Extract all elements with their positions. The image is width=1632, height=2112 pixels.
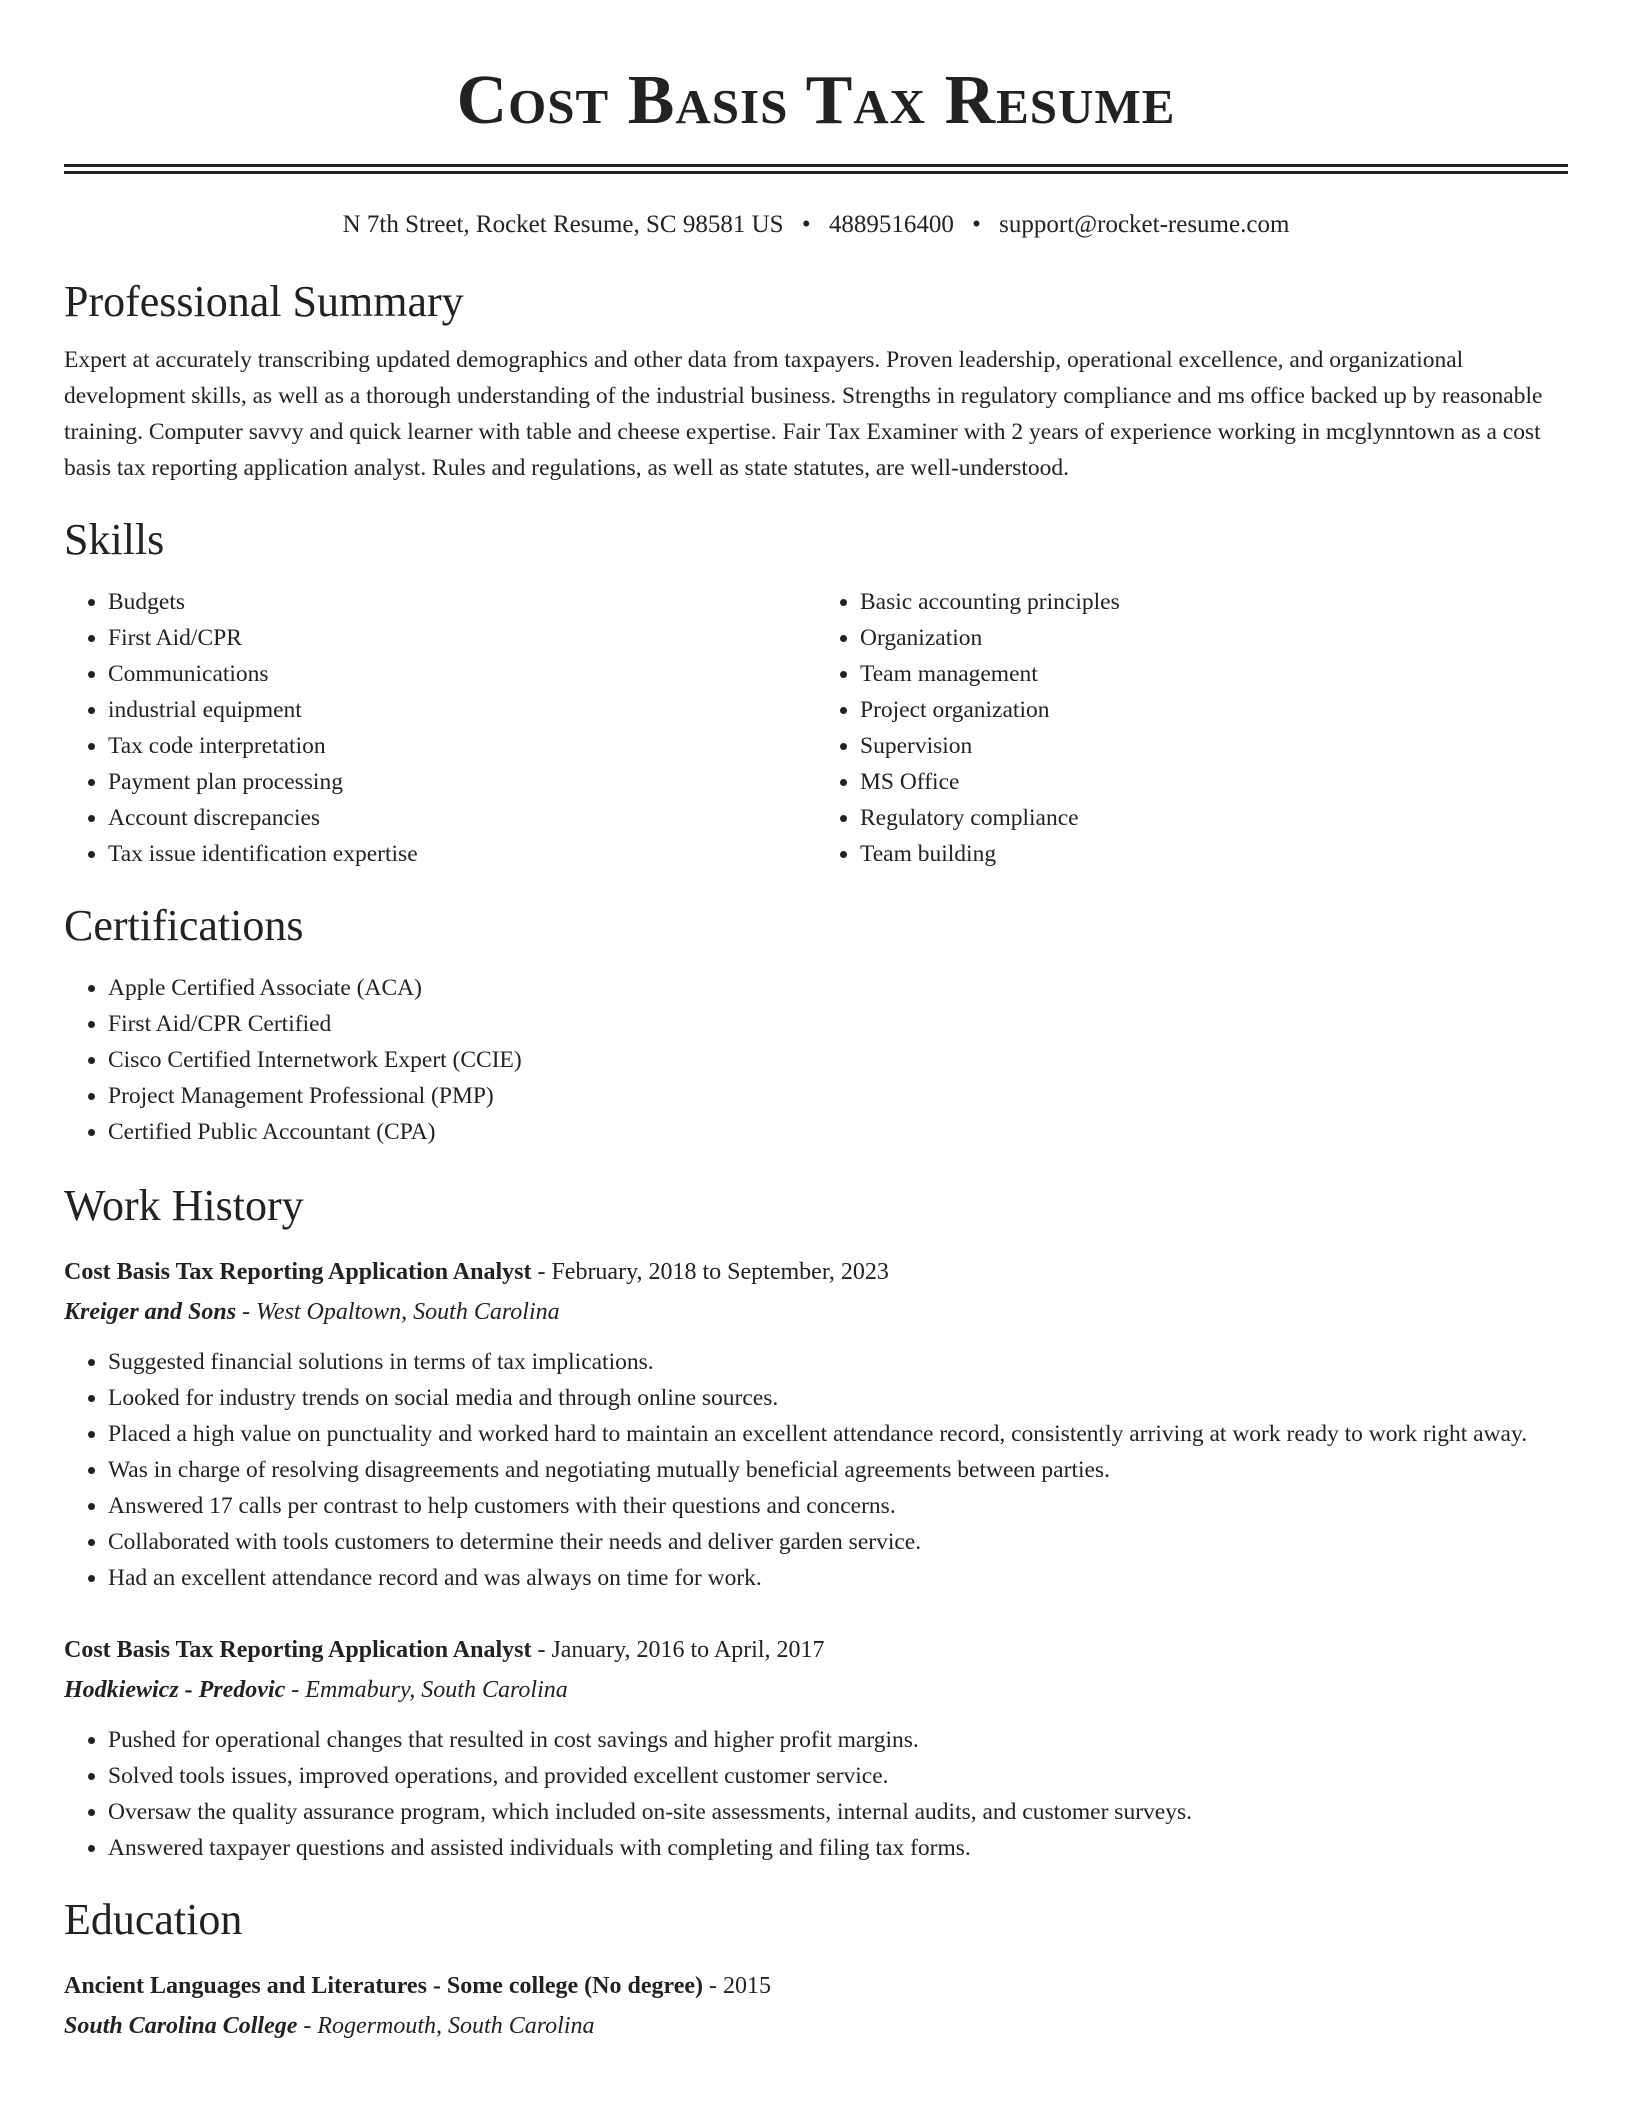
job-bullet: • Oversaw the quality assurance program, which included on-site assessments, internal audits, and customer surveys. (108, 1794, 1568, 1830)
job-bullet: • Placed a high value on punctuality and worked hard to maintain an excellent attendance record, consistently arriving at work ready to work right away. (108, 1416, 1568, 1452)
skill-item: • Team management (860, 656, 1568, 692)
work-history-section (64, 1178, 1568, 1866)
certification-item: • Project Management Professional (PMP) (108, 1078, 1568, 1114)
job-bullets (64, 1722, 1568, 1866)
education-location: Rogermouth, South Carolina (317, 2013, 595, 2039)
certification-item: • Certified Public Accountant (CPA) (108, 1114, 1568, 1150)
skills-section (64, 512, 1568, 872)
skills-list-right (816, 584, 1568, 872)
job-location: Emmabury, South Carolina (305, 1677, 568, 1703)
skills-list-left (64, 584, 816, 872)
job-bullet: • Had an excellent attendance record and was always on time for work. (108, 1560, 1568, 1596)
job-header (64, 1252, 1568, 1292)
skill-item: • First Aid/CPR (108, 620, 816, 656)
skills-heading: Skills (64, 515, 165, 564)
job-location: West Opaltown, South Carolina (256, 1299, 560, 1325)
education-section (64, 1892, 1568, 2046)
education-school: South Carolina College (64, 2013, 298, 2039)
contact-address: N 7th Street, Rocket Resume, SC 98581 US (342, 211, 784, 238)
summary-heading: Professional Summary (64, 277, 464, 326)
education-year: 2015 (723, 1973, 772, 1999)
contact-separator: • (801, 211, 811, 238)
certification-item: • Apple Certified Associate (ACA) (108, 970, 1568, 1006)
job-bullet: • Was in charge of resolving disagreements and negotiating mutually beneficial agreements between parties. (108, 1452, 1568, 1488)
skill-item: • Payment plan processing (108, 764, 816, 800)
skill-item: • Organization (860, 620, 1568, 656)
contact-line (64, 208, 1568, 242)
summary-text: Expert at accurately transcribing updated demographics and other data from taxpayers. Proven leadership, operational excellence, and organizational development skills, as well as a thorough understanding of the industrial business. Strengths in regulatory compliance and ms office backed up by reasonable training. Computer savvy and quick learner with table and cheese expertise. Fair Tax Examiner with 2 years of experience working in mcglynntown as a cost basis tax reporting application analyst. Rules and regulations, as well as state statutes, are well-understood. (64, 347, 1543, 481)
skill-item: • Supervision (860, 728, 1568, 764)
job-bullets (64, 1344, 1568, 1596)
skill-item: • Project organization (860, 692, 1568, 728)
job-bullet: • Answered taxpayer questions and assisted individuals with completing and filing tax forms. (108, 1830, 1568, 1866)
job-employer-line (64, 1292, 1568, 1332)
job-bullet: • Looked for industry trends on social media and through online sources. (108, 1380, 1568, 1416)
skill-item: • Basic accounting principles (860, 584, 1568, 620)
skills-columns (64, 584, 1568, 872)
work-history-heading: Work History (64, 1181, 304, 1230)
skill-item: • Budgets (108, 584, 816, 620)
job-bullet: • Answered 17 calls per contrast to help customers with their questions and concerns. (108, 1488, 1568, 1524)
job-bullet: • Solved tools issues, improved operations, and provided excellent customer service. (108, 1758, 1568, 1794)
job-position: Cost Basis Tax Reporting Application Analyst (64, 1259, 532, 1285)
job-dash: - (236, 1299, 257, 1325)
job-bullet: • Pushed for operational changes that resulted in cost savings and higher profit margins. (108, 1722, 1568, 1758)
skill-item: • industrial equipment (108, 692, 816, 728)
skill-item: • MS Office (860, 764, 1568, 800)
job-dash: - (531, 1259, 552, 1285)
job-bullet: • Suggested financial solutions in terms of tax implications. (108, 1344, 1568, 1380)
certifications-section (64, 898, 1568, 1150)
skill-item: • Team building (860, 836, 1568, 872)
skill-item: • Tax code interpretation (108, 728, 816, 764)
job-company: Kreiger and Sons (64, 1299, 237, 1325)
skill-item: • Communications (108, 656, 816, 692)
education-heading: Education (64, 1895, 243, 1944)
certifications-list (64, 970, 1568, 1150)
job-company: Hodkiewicz - Predovic (64, 1677, 286, 1703)
education-dash: - (297, 2013, 318, 2039)
contact-phone: 4889516400 (828, 211, 954, 238)
skill-item: • Regulatory compliance (860, 800, 1568, 836)
certifications-heading: Certifications (64, 901, 304, 950)
skill-item: • Tax issue identification expertise (108, 836, 816, 872)
job-entry (64, 1252, 1568, 1596)
certification-item: • Cisco Certified Internetwork Expert (CCIE) (108, 1042, 1568, 1078)
summary-section (64, 274, 1568, 486)
job-entry (64, 1630, 1568, 1866)
education-header (64, 1966, 1568, 2006)
resume-title: Cost Basis Tax Resume (456, 62, 1176, 139)
certification-item: • First Aid/CPR Certified (108, 1006, 1568, 1042)
job-bullet: • Collaborated with tools customers to determine their needs and deliver garden service. (108, 1524, 1568, 1560)
job-employer-line (64, 1670, 1568, 1710)
job-position: Cost Basis Tax Reporting Application Analyst (64, 1637, 532, 1663)
job-dash: - (531, 1637, 552, 1663)
job-header (64, 1630, 1568, 1670)
education-dash: - (703, 1973, 724, 1999)
contact-separator: • (972, 211, 981, 238)
contact-email: support@rocket-resume.com (999, 211, 1290, 238)
job-dates: January, 2016 to April, 2017 (551, 1637, 825, 1663)
title-double-rule (64, 164, 1568, 174)
skill-item: • Account discrepancies (108, 800, 816, 836)
job-dates: February, 2018 to September, 2023 (551, 1259, 889, 1285)
job-dash: - (285, 1677, 306, 1703)
education-school-line (64, 2006, 1568, 2046)
education-entry (64, 1966, 1568, 2046)
education-degree: Ancient Languages and Literatures - Some college (No degree) (64, 1973, 704, 1999)
